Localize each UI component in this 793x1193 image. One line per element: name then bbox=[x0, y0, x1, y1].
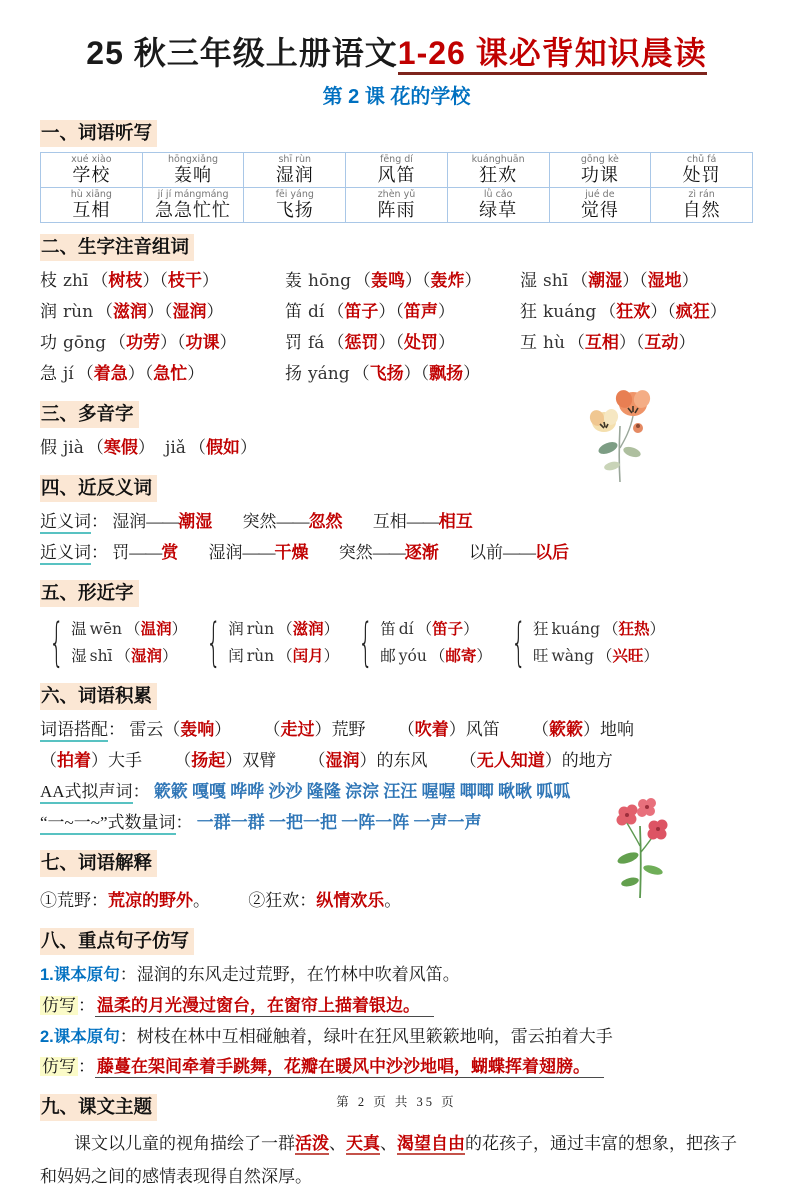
word-pair: 突然——逐渐 bbox=[338, 542, 439, 562]
table-cell bbox=[142, 153, 244, 188]
title-red-part: 1-26 课必背知识晨读 bbox=[398, 35, 707, 75]
xingjinzi-row bbox=[40, 612, 753, 673]
word-text: 飞扬 bbox=[275, 200, 314, 221]
zuci-item: 扬 yáng （飞扬）（飘扬） bbox=[285, 364, 481, 385]
zuci-item: 笛 dí （笛子）（笛声） bbox=[285, 302, 455, 323]
onomatopoeia-words: 簌簌 嘎嘎 哗哗 沙沙 隆隆 淙淙 汪汪 喔喔 唧唧 啾啾 呱呱 bbox=[153, 781, 571, 801]
table-row bbox=[41, 153, 753, 188]
synonym-label: 近义词 bbox=[40, 543, 91, 565]
zuci-item: 轰 hōng （轰鸣）（轰炸） bbox=[285, 271, 482, 292]
imitation-label: 仿写 bbox=[42, 995, 76, 1015]
word-pair: 湿润——潮湿 bbox=[112, 511, 213, 531]
xingjinzi-group: { 笛 dí （笛子） 邮 yóu （邮寄） bbox=[358, 612, 492, 673]
zuci-item: 狂 kuáng （狂欢）（疯狂） bbox=[520, 302, 727, 323]
dictation-table bbox=[40, 152, 753, 223]
zuci-item: 互 hù （互相）（互动） bbox=[520, 333, 696, 354]
table-cell bbox=[41, 153, 143, 188]
table-cell bbox=[549, 188, 651, 223]
lesson-subtitle: 第 2 课 花的学校 bbox=[322, 86, 471, 109]
word-text: 风笛 bbox=[377, 165, 416, 186]
table-cell bbox=[244, 153, 346, 188]
definition-item: ②狂欢：纵情欢乐。 bbox=[248, 890, 402, 910]
word-pair: 突然——忽然 bbox=[242, 511, 343, 531]
duoyinzi-line: 假 jià （寒假） jiǎ （假如） bbox=[40, 438, 257, 459]
brace-glyph: { bbox=[358, 612, 374, 673]
imitation-sentence-1: 仿写 ： 温柔的月光漫过窗台，在窗帘上描着银边。 bbox=[40, 991, 753, 1022]
table-cell bbox=[244, 188, 346, 223]
dapei-item: （拍着）大手 bbox=[40, 750, 142, 770]
section-heading-jieshi: 七、词语解释 bbox=[40, 850, 157, 877]
imitation-text-1: 温柔的月光漫过窗台，在窗帘上描着银边。 bbox=[95, 996, 434, 1017]
dapei-item: （簌簌）地响 bbox=[532, 720, 634, 740]
brace-glyph: { bbox=[49, 612, 64, 673]
zuci-row bbox=[40, 328, 753, 359]
original-label-2: 2.课本原句 bbox=[40, 1027, 120, 1046]
definition-item: ①荒野：荒凉的野外。 bbox=[40, 890, 210, 910]
dapei-item: （吹着）风笛 bbox=[397, 720, 500, 740]
quantifier-line: “一~一~”式数量词： 一群一群 一把一把 一阵一阵 一声一声 bbox=[40, 808, 753, 839]
section-heading-xingjinzi: 五、形近字 bbox=[40, 580, 139, 607]
section-heading-zhuti: 九、课文主题 bbox=[40, 1094, 157, 1121]
zuci-item: 功 gōng （功劳）（功课） bbox=[40, 333, 237, 354]
pinyin-label: jué de bbox=[585, 188, 615, 200]
quantifier-label: “一~一~”式数量词 bbox=[40, 813, 176, 835]
dapei-line-1: 词语搭配： 雷云（轰响） （走过）荒野 （吹着）风笛 （簌簌）地响 bbox=[40, 715, 753, 746]
theme-keyword: 活泼 bbox=[295, 1134, 329, 1154]
pinyin-label: shī rùn bbox=[278, 153, 312, 165]
word-text: 互相 bbox=[72, 200, 111, 221]
word-pair: 以前——以后 bbox=[469, 542, 569, 562]
synonym-line-2: 近义词： 罚——赏 湿润——干燥 突然——逐渐 以前——以后 bbox=[40, 538, 753, 569]
orange-flower-illustration bbox=[586, 386, 658, 484]
pinyin-label: hōngxiǎng bbox=[168, 153, 219, 165]
brace-glyph: { bbox=[510, 612, 526, 673]
pinyin-label: fēi yáng bbox=[275, 188, 314, 200]
word-text: 功课 bbox=[580, 165, 619, 186]
imitation-sentence-2: 仿写 ： 藤蔓在架间牵着手跳舞，花瓣在暖风中沙沙地唱，蝴蝶挥着翅膀。 bbox=[40, 1052, 753, 1083]
zuci-item: 罚 fá （惩罚）（处罚） bbox=[285, 333, 455, 354]
zuci-item: 润 rùn （滋润）（湿润） bbox=[40, 302, 224, 323]
onomatopoeia-line: AA式拟声词： 簌簌 嘎嘎 哗哗 沙沙 隆隆 淙淙 汪汪 喔喔 唧唧 啾啾 呱呱 bbox=[40, 777, 753, 808]
theme-keyword: 天真 bbox=[346, 1134, 380, 1154]
theme-keyword: 渴望自由 bbox=[397, 1134, 465, 1154]
word-pair: 湿润——干燥 bbox=[208, 542, 309, 562]
table-cell bbox=[651, 188, 753, 223]
section-heading-duoyinzi: 三、多音字 bbox=[40, 401, 139, 428]
pinyin-label: lǜ cǎo bbox=[483, 188, 513, 200]
word-text: 觉得 bbox=[580, 200, 619, 221]
brace-glyph: { bbox=[206, 612, 222, 673]
section-heading-fangxie: 八、重点句子仿写 bbox=[40, 928, 194, 955]
word-text: 轰响 bbox=[174, 165, 213, 186]
table-cell bbox=[41, 188, 143, 223]
pinyin-label: chǔ fá bbox=[686, 153, 717, 165]
word-text: 学校 bbox=[72, 165, 111, 186]
title-black-part: 25 秋三年级上册语文 bbox=[86, 35, 398, 71]
original-label-1: 1.课本原句 bbox=[40, 965, 120, 984]
xingjinzi-group: { 狂 kuáng （狂热） 旺 wàng （兴旺） bbox=[510, 612, 666, 673]
zuci-item: 急 jí （着急）（急忙） bbox=[40, 364, 205, 385]
zuci-item: 枝 zhī （树枝）（枝干） bbox=[40, 271, 219, 292]
synonym-label: 近义词 bbox=[40, 512, 91, 534]
table-cell bbox=[549, 153, 651, 188]
word-text: 自然 bbox=[682, 200, 721, 221]
imitation-text-2: 藤蔓在架间牵着手跳舞，花瓣在暖风中沙沙地唱，蝴蝶挥着翅膀。 bbox=[95, 1057, 604, 1078]
word-text: 狂欢 bbox=[479, 165, 518, 186]
section-heading-zuci: 二、生字注音组词 bbox=[40, 234, 194, 261]
word-text: 处罚 bbox=[682, 165, 721, 186]
section-heading-jinfanyici: 四、近反义词 bbox=[40, 475, 157, 502]
theme-paragraph: 课文以儿童的视角描绘了一群活泼、天真、渴望自由的花孩子，通过丰富的想象，把孩子和妈妈之间的感情表现得自然深厚。 bbox=[40, 1134, 737, 1186]
table-row bbox=[41, 188, 753, 223]
word-text: 急急忙忙 bbox=[155, 200, 232, 221]
dapei-item: （无人知道）的地方 bbox=[459, 750, 613, 770]
dapei-item: （扬起）双臂 bbox=[174, 750, 277, 770]
xingjinzi-group: { 温 wēn （温润） 湿 shī （湿润） bbox=[49, 612, 188, 673]
pinyin-label: fēng dí bbox=[379, 153, 413, 165]
page-footer: 第 2 页 共 35 页 bbox=[336, 1095, 457, 1109]
pinyin-label: jí jí mángmáng bbox=[157, 188, 229, 200]
word-pair: 互相——相互 bbox=[372, 511, 473, 531]
onomatopoeia-label: AA式拟声词 bbox=[40, 782, 133, 804]
pinyin-label: kuánghuān bbox=[471, 153, 525, 165]
pinyin-label: hù xiāng bbox=[70, 188, 112, 200]
zuci-row bbox=[40, 266, 753, 297]
imitation-label: 仿写 bbox=[42, 1057, 76, 1077]
pinyin-label: xué xiào bbox=[71, 153, 112, 165]
section-heading-dictation: 一、词语听写 bbox=[40, 120, 157, 147]
table-cell bbox=[447, 188, 549, 223]
word-text: 阵雨 bbox=[377, 200, 416, 221]
page-title bbox=[40, 34, 753, 72]
dapei-item: （走过）荒野 bbox=[263, 720, 366, 740]
synonym-line-1: 近义词： 湿润——潮湿 突然——忽然 互相——相互 bbox=[40, 507, 753, 538]
table-cell bbox=[346, 188, 448, 223]
original-sentence-2: 2.课本原句：树枝在林中互相碰触着，绿叶在狂风里簌簌地响，雷云拍着大手 bbox=[40, 1026, 613, 1046]
word-pair: 罚——赏 bbox=[112, 542, 179, 562]
xingjinzi-group: { 润 rùn （滋润） 闰 rùn （闰月） bbox=[206, 612, 340, 673]
dapei-label: 词语搭配 bbox=[40, 720, 108, 742]
zuci-item: 湿 shī （潮湿）（湿地） bbox=[520, 271, 699, 292]
dapei-item: 雷云（轰响） bbox=[129, 720, 232, 740]
dapei-item: （湿润）的东风 bbox=[308, 750, 428, 770]
original-sentence-1: 1.课本原句：湿润的东风走过荒野，在竹林中吹着风笛。 bbox=[40, 964, 460, 984]
word-text: 绿草 bbox=[479, 200, 518, 221]
table-cell bbox=[142, 188, 244, 223]
table-cell bbox=[447, 153, 549, 188]
dapei-line-2 bbox=[40, 746, 753, 777]
pinyin-label: gōng kè bbox=[580, 153, 619, 165]
table-cell bbox=[651, 153, 753, 188]
word-text: 湿润 bbox=[275, 165, 314, 186]
table-cell bbox=[346, 153, 448, 188]
quantifier-words: 一群一群 一把一把 一阵一阵 一声一声 bbox=[196, 812, 482, 832]
pink-flower-illustration bbox=[610, 796, 674, 900]
zuci-row bbox=[40, 297, 753, 328]
section-heading-jilei: 六、词语积累 bbox=[40, 683, 157, 710]
pinyin-label: zhèn yǔ bbox=[377, 188, 416, 200]
pinyin-label: zì rán bbox=[688, 188, 715, 200]
